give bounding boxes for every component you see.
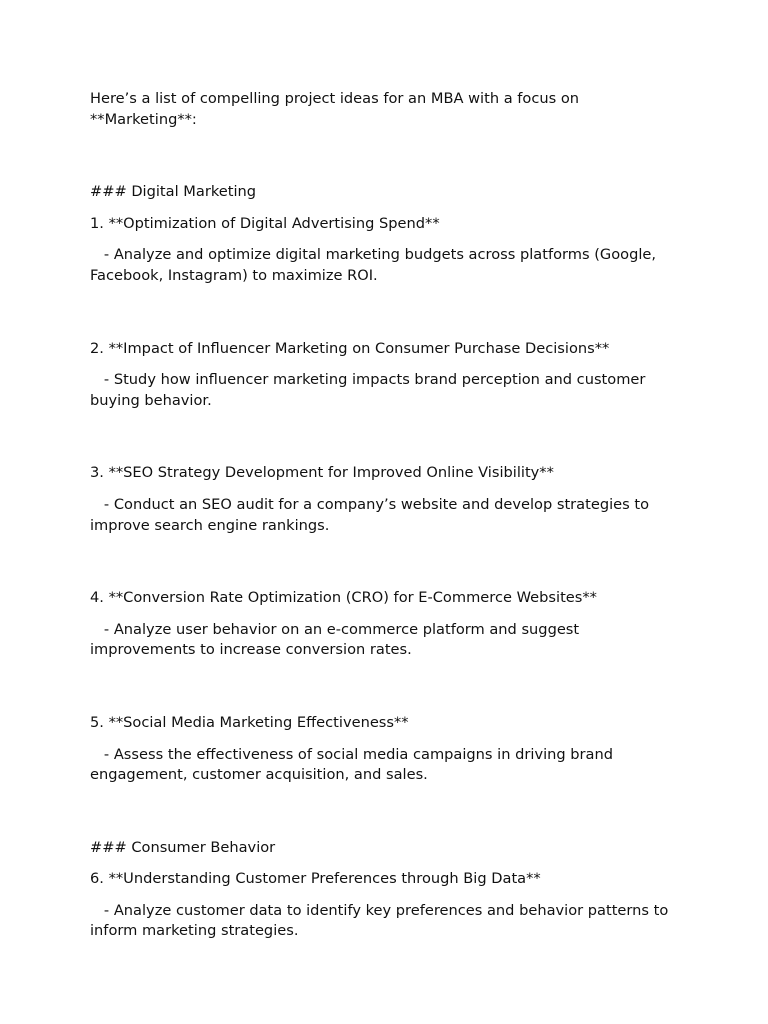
item-description: - Analyze customer data to identify key preferences and behavior patterns to inform marketing strategies.: [90, 901, 673, 940]
item-title: 4. **Conversion Rate Optimization (CRO) for E-Commerce Websites**: [90, 589, 597, 607]
intro-paragraph: Here’s a list of compelling project ideas for an MBA with a focus on **Marketing**:: [90, 90, 584, 128]
item-title: 1. **Optimization of Digital Advertising Spend**: [90, 214, 440, 232]
document-page: [90, 89, 686, 942]
item-title: 2. **Impact of Influencer Marketing on Consumer Purchase Decisions**: [90, 339, 610, 357]
section-heading-digital-marketing: ### Digital Marketing: [90, 183, 257, 201]
item-title: 6. **Understanding Customer Preferences through Big Data**: [90, 870, 541, 888]
item-title: 3. **SEO Strategy Development for Improved Online Visibility**: [90, 464, 554, 482]
item-description: - Study how influencer marketing impacts brand perception and customer buying behavior.: [90, 371, 651, 409]
item-description: - Assess the effectiveness of social media campaigns in driving brand engagement, customer acquisition, and sales.: [90, 745, 618, 784]
section-heading-consumer-behavior: ### Consumer Behavior: [90, 838, 276, 856]
item-description: - Conduct an SEO audit for a company’s website and develop strategies to improve search engine rankings.: [90, 495, 654, 534]
item-title: 5. **Social Media Marketing Effectiveness**: [90, 713, 409, 731]
item-description: - Analyze and optimize digital marketing budgets across platforms (Google, Facebook, Instagram) to maximize ROI.: [90, 246, 661, 284]
item-description: - Analyze user behavior on an e-commerce platform and suggest improvements to increase conversion rates.: [90, 620, 584, 659]
